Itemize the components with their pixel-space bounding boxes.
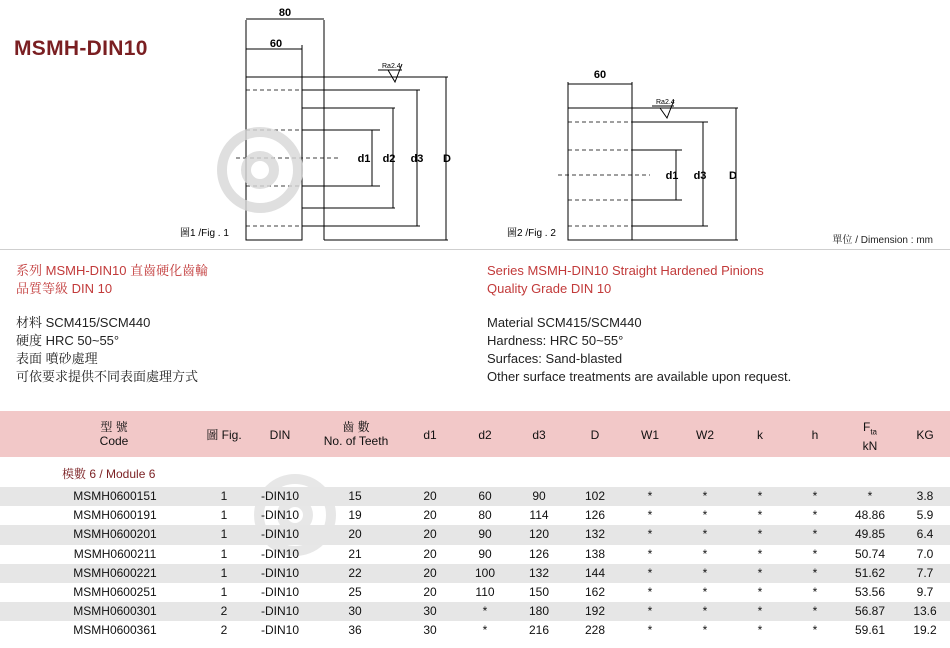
cell-w1: * [647,508,653,523]
cell-h: * [812,623,818,638]
cell-fig: 1 [220,546,228,561]
fig1-gear-body [246,77,302,240]
cell-teeth: 15 [348,489,362,503]
th-k: k [757,428,763,442]
fig1-dim-60: 60 [269,38,283,50]
fig1-dim-80: 80 [278,7,292,19]
cell-d2: 100 [474,565,496,580]
fig1-d3-label: d3 [410,153,424,165]
table-body [0,487,950,641]
th-teeth: 齒 數 No. of Teeth [323,420,389,448]
cell-k: * [757,489,763,503]
cell-h: * [812,527,818,542]
cell-fig: 2 [220,604,228,619]
cell-din: -DIN10 [260,508,299,523]
cell-kg: 5.9 [916,508,934,523]
dimension-unit: 單位 / Dimension : mm [832,235,933,246]
fig2-D-label: D [729,170,737,182]
cell-d: 102 [584,489,606,503]
th-D: D [590,428,600,442]
table-header [0,411,950,457]
cell-d3: 180 [528,604,550,619]
cell-d3: 114 [529,508,549,523]
cell-d1: 20 [423,584,437,599]
cell-teeth: 25 [348,584,362,599]
cell-k: * [757,508,763,523]
cell-d1: 30 [423,623,437,638]
fig2-dim-60: 60 [593,69,607,81]
cell-d3: 216 [528,623,550,638]
cell-fta: 56.87 [854,604,886,619]
cell-d2: 60 [478,489,492,503]
table-row [0,602,950,621]
spec-en-grade: Quality Grade DIN 10 [487,281,612,296]
cell-k: * [757,623,763,638]
cell-d2: 90 [478,527,492,542]
cell-w2: * [702,584,708,599]
cell-h: * [812,546,818,561]
spec-en-series: Series MSMH-DIN10 Straight Hardened Pinions [487,263,764,278]
cell-d: 138 [584,546,606,561]
cell-teeth: 30 [348,604,362,619]
cell-fig: 1 [220,565,228,580]
page-title: MSMH-DIN10 [14,37,148,60]
cell-kg: 3.8 [916,489,934,503]
cell-teeth: 36 [348,623,362,638]
th-fig: 圖 Fig. [206,428,242,442]
th-w1: W1 [641,428,659,442]
cell-w2: * [702,604,708,619]
cell-d3: 150 [528,584,550,599]
cell-teeth: 21 [348,546,362,561]
en-other: Other surface treatments are available upon request. [487,369,792,384]
cell-code: MSMH0600221 [73,565,157,580]
drawing-svg [0,0,950,250]
cell-code: MSMH0600201 [73,527,157,542]
divider [0,249,950,250]
cell-d3: 132 [528,565,550,580]
cell-d: 144 [584,565,606,580]
cell-fig: 1 [220,527,228,542]
cell-h: * [812,489,818,503]
cell-k: * [757,527,763,542]
cell-din: -DIN10 [260,604,299,619]
cell-teeth: 22 [348,565,362,580]
cell-code: MSMH0600151 [73,489,157,503]
fig2-caption: 圖2 /Fig . 2 [507,228,556,239]
cell-d1: 20 [423,546,437,561]
th-h: h [811,428,819,442]
cell-code: MSMH0600361 [73,623,157,638]
cell-w2: * [702,546,708,561]
cell-w1: * [647,584,653,599]
cell-d2: * [482,623,488,638]
fig2-d1-label: d1 [665,170,679,182]
technical-drawings [0,0,950,250]
fig1-d1-label: d1 [357,153,371,165]
cell-d1: 20 [423,508,437,523]
fig2-d3-label: d3 [693,170,707,182]
cell-fta: 48.86 [854,508,886,523]
cell-teeth: 20 [348,527,362,542]
cell-fta: 51.62 [854,565,886,580]
cn-surface: 表面 噴砂處理 [16,351,98,366]
cell-din: -DIN10 [260,623,299,638]
cell-din: -DIN10 [260,584,299,599]
spec-english [487,262,764,298]
cell-code: MSMH0600191 [73,508,157,523]
cell-kg: 7.7 [916,565,934,580]
cell-d: 162 [584,584,606,599]
cell-kg: 7.0 [916,546,934,561]
cell-din: -DIN10 [260,565,299,580]
cell-kg: 9.7 [916,584,934,599]
cell-teeth: 19 [348,508,362,523]
cell-d2: * [482,604,488,619]
cell-kg: 13.6 [913,604,937,619]
cell-h: * [812,565,818,580]
cell-d1: 20 [423,489,437,503]
cell-w2: * [702,508,708,523]
cell-d3: 90 [532,489,546,503]
cell-fta: * [867,489,873,503]
cell-d: 126 [584,508,606,523]
spec-cn-series: 系列 MSMH-DIN10 直齒硬化齒輪 [16,263,209,278]
cell-fig: 1 [220,508,228,523]
cell-h: * [812,604,818,619]
cn-material: 材料 SCM415/SCM440 [16,315,151,330]
cell-kg: 6.4 [916,527,934,542]
cell-din: -DIN10 [260,546,299,561]
cell-k: * [757,584,763,599]
cell-code: MSMH0600251 [73,584,157,599]
cell-w1: * [647,565,653,580]
material-chinese [16,314,198,386]
cell-w1: * [647,546,653,561]
cell-d1: 20 [423,565,437,580]
th-d1: d1 [423,428,437,442]
cell-w2: * [702,565,708,580]
cell-kg: 19.2 [913,623,937,638]
cell-fig: 1 [220,489,228,503]
cell-din: -DIN10 [260,527,299,542]
cn-hardness: 硬度 HRC 50~55° [16,333,120,348]
th-code: 型 號 Code [99,420,129,448]
spec-chinese [16,262,208,298]
cell-w1: * [647,604,653,619]
fig2-roughness: Ra2.4 [656,99,675,106]
cell-w1: * [647,489,653,503]
cell-fta: 49.85 [854,527,886,542]
cell-fta: 59.61 [854,623,886,638]
cell-k: * [757,604,763,619]
cell-d2: 90 [478,546,492,561]
en-hardness: Hardness: HRC 50~55° [487,333,624,348]
cell-fta: 53.56 [854,584,886,599]
fig1-roughness: Ra2.4 [382,63,401,70]
table-row [0,506,950,525]
cell-h: * [812,508,818,523]
table-row [0,545,950,564]
cell-h: * [812,584,818,599]
cell-d2: 80 [478,508,492,523]
cell-d: 132 [584,527,606,542]
cell-k: * [757,565,763,580]
table-row [0,621,950,640]
cell-fig: 2 [220,623,228,638]
th-d3: d3 [532,428,546,442]
cell-d1: 20 [423,527,437,542]
cell-d: 192 [584,604,606,619]
cell-code: MSMH0600301 [73,604,157,619]
th-w2: W2 [696,428,714,442]
cell-d3: 126 [528,546,550,561]
cell-w2: * [702,489,708,503]
module-label: 模數 6 / Module 6 [62,467,156,481]
th-kg: KG [916,428,934,442]
table-row [0,583,950,602]
spec-cn-grade: 品質等級 DIN 10 [16,281,113,296]
fig1-caption: 圖1 /Fig . 1 [180,228,229,239]
cell-w2: * [702,623,708,638]
cell-code: MSMH0600211 [73,546,157,561]
cell-din: -DIN10 [260,489,299,503]
cell-fig: 1 [220,584,228,599]
cell-k: * [757,546,763,561]
th-fta: $F_{ta}$ kN [862,420,878,454]
th-din: DIN [269,428,291,442]
fig1-D-label: D [443,153,451,165]
en-material: Material SCM415/SCM440 [487,315,642,330]
cell-w2: * [702,527,708,542]
table-row [0,487,950,506]
cell-d: 228 [584,623,606,638]
cell-d2: 110 [475,584,495,599]
cell-w1: * [647,623,653,638]
cell-fta: 50.74 [854,546,886,561]
fig1-d2-label: d2 [382,153,396,165]
fig2-gear-body [568,108,632,240]
cell-d1: 30 [423,604,437,619]
th-d2: d2 [478,428,492,442]
cn-other: 可依要求提供不同表面處理方式 [16,369,199,384]
table-row [0,564,950,583]
en-surface: Surfaces: Sand-blasted [487,351,623,366]
cell-d3: 120 [528,527,550,542]
material-english [487,314,791,386]
cell-w1: * [647,527,653,542]
table-row [0,525,950,544]
